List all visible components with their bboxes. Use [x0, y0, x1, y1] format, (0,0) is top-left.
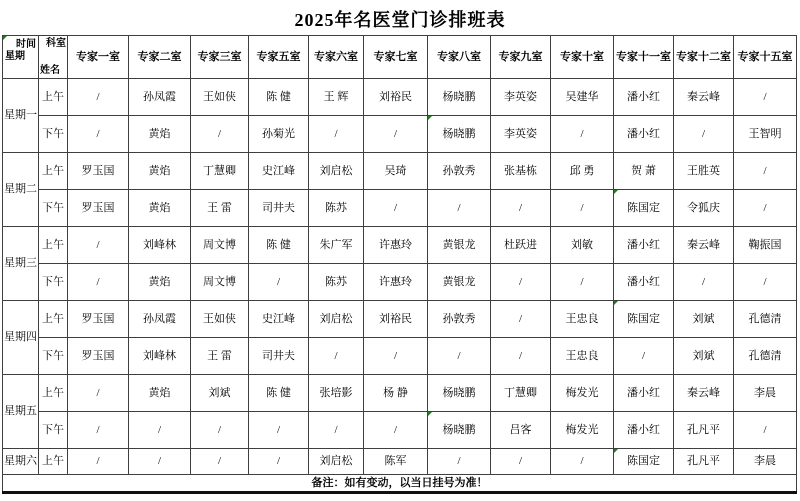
doctor-cell[interactable]: 孙敦秀 [428, 301, 491, 338]
day-label[interactable]: 星期五 [3, 375, 39, 449]
session-label[interactable]: 下午 [39, 116, 68, 153]
doctor-cell[interactable]: 司井夫 [249, 190, 309, 227]
doctor-cell[interactable]: 孙凤霞 [129, 301, 191, 338]
column-header-room-10[interactable]: 专家十一室 [614, 36, 674, 79]
doctor-cell[interactable]: 黄银龙 [428, 264, 491, 301]
corner-dept-label: 科室 [46, 38, 66, 49]
empty-slot-cell[interactable]: / [249, 264, 309, 301]
doctor-cell[interactable]: 周文博 [191, 264, 249, 301]
empty-slot-cell[interactable]: / [364, 190, 428, 227]
doctor-cell[interactable]: 吴琦 [364, 153, 428, 190]
empty-slot-cell[interactable]: / [551, 116, 614, 153]
doctor-cell[interactable]: 司井夫 [249, 338, 309, 375]
header-row [3, 36, 797, 79]
doctor-cell[interactable]: 杨晓鹏 [428, 79, 491, 116]
doctor-cell[interactable]: 许惠玲 [364, 264, 428, 301]
schedule-row [3, 153, 797, 190]
footer-row [3, 475, 797, 493]
doctor-cell[interactable]: 刘峰林 [129, 227, 191, 264]
doctor-cell[interactable]: 邱 勇 [551, 153, 614, 190]
doctor-cell[interactable]: 陈 健 [249, 79, 309, 116]
doctor-cell[interactable]: 史江峰 [249, 153, 309, 190]
doctor-cell[interactable]: 刘斌 [674, 338, 734, 375]
schedule-row [3, 338, 797, 375]
doctor-cell[interactable]: 孔凡平 [674, 449, 734, 475]
session-label[interactable]: 上午 [39, 153, 68, 190]
session-label[interactable]: 上午 [39, 79, 68, 116]
empty-slot-cell[interactable]: / [491, 301, 551, 338]
doctor-cell[interactable]: 孙敦秀 [428, 153, 491, 190]
doctor-cell[interactable]: 刘斌 [191, 375, 249, 412]
doctor-cell[interactable]: 杨晓鹏 [428, 116, 491, 153]
doctor-cell[interactable]: 杨晓鹏 [428, 375, 491, 412]
schedule-row [3, 449, 797, 475]
empty-slot-cell[interactable]: / [68, 412, 129, 449]
doctor-cell[interactable]: 王忠良 [551, 301, 614, 338]
doctor-cell[interactable]: 罗玉国 [68, 301, 129, 338]
doctor-cell[interactable]: 孙菊光 [249, 116, 309, 153]
empty-slot-cell[interactable]: / [191, 412, 249, 449]
table-header [3, 36, 797, 79]
session-label[interactable]: 下午 [39, 412, 68, 449]
empty-slot-cell[interactable]: / [734, 190, 797, 227]
day-label[interactable]: 星期三 [3, 227, 39, 301]
doctor-cell[interactable]: 陈军 [364, 449, 428, 475]
doctor-cell[interactable]: 丁慧卿 [191, 153, 249, 190]
column-header-room-11[interactable]: 专家十二室 [674, 36, 734, 79]
doctor-cell[interactable]: 陈国定 [614, 190, 674, 227]
doctor-cell[interactable]: 王 雷 [191, 338, 249, 375]
doctor-cell[interactable]: 潘小红 [614, 375, 674, 412]
doctor-cell[interactable]: 王忠良 [551, 338, 614, 375]
schedule-row [3, 301, 797, 338]
doctor-cell[interactable]: 令狐庆 [674, 190, 734, 227]
empty-slot-cell[interactable]: / [191, 116, 249, 153]
session-label[interactable]: 下午 [39, 190, 68, 227]
doctor-cell[interactable]: 杨 静 [364, 375, 428, 412]
table-body [3, 79, 797, 475]
empty-slot-cell[interactable]: / [68, 116, 129, 153]
session-label[interactable]: 上午 [39, 301, 68, 338]
empty-slot-cell[interactable]: / [129, 412, 191, 449]
column-header-room-7[interactable]: 专家八室 [428, 36, 491, 79]
day-label[interactable]: 星期四 [3, 301, 39, 375]
doctor-cell[interactable]: 王如侠 [191, 79, 249, 116]
page-title: 2025年名医堂门诊排班表 [294, 10, 506, 30]
doctor-cell[interactable]: 孔凡平 [674, 412, 734, 449]
doctor-cell[interactable]: 吕客 [491, 412, 551, 449]
empty-slot-cell[interactable]: / [551, 190, 614, 227]
corner-cell-time-weekday[interactable] [3, 36, 39, 79]
empty-slot-cell[interactable]: / [129, 449, 191, 475]
doctor-cell[interactable]: 陈苏 [309, 264, 364, 301]
doctor-cell[interactable]: 刘峰林 [129, 338, 191, 375]
empty-slot-cell[interactable]: / [491, 264, 551, 301]
schedule-row [3, 116, 797, 153]
corner-time-label: 时间 [16, 39, 36, 50]
doctor-cell[interactable]: 陈国定 [614, 301, 674, 338]
empty-slot-cell[interactable]: / [249, 449, 309, 475]
doctor-cell[interactable]: 潘小红 [614, 412, 674, 449]
doctor-cell[interactable]: 王如侠 [191, 301, 249, 338]
empty-slot-cell[interactable]: / [364, 338, 428, 375]
doctor-cell[interactable]: 陈 健 [249, 227, 309, 264]
empty-slot-cell[interactable]: / [674, 116, 734, 153]
doctor-cell[interactable]: 潘小红 [614, 264, 674, 301]
doctor-cell[interactable]: 黄焰 [129, 375, 191, 412]
doctor-cell[interactable]: 黄银龙 [428, 227, 491, 264]
empty-slot-cell[interactable]: / [734, 264, 797, 301]
doctor-cell[interactable]: 王胜英 [674, 153, 734, 190]
doctor-cell[interactable]: 陈苏 [309, 190, 364, 227]
doctor-cell[interactable]: 罗玉国 [68, 338, 129, 375]
doctor-cell[interactable]: 黄焰 [129, 190, 191, 227]
doctor-cell[interactable]: 张培影 [309, 375, 364, 412]
doctor-cell[interactable]: 孔德清 [734, 338, 797, 375]
doctor-cell[interactable]: 罗玉国 [68, 190, 129, 227]
empty-slot-cell[interactable]: / [491, 190, 551, 227]
column-header-room-2[interactable]: 专家二室 [129, 36, 191, 79]
empty-slot-cell[interactable]: / [309, 116, 364, 153]
schedule-row [3, 412, 797, 449]
doctor-cell[interactable]: 秦云峰 [674, 79, 734, 116]
empty-slot-cell[interactable]: / [68, 375, 129, 412]
day-label[interactable]: 星期二 [3, 153, 39, 227]
schedule-row [3, 264, 797, 301]
doctor-cell[interactable]: 史江峰 [249, 301, 309, 338]
empty-slot-cell[interactable]: / [249, 412, 309, 449]
doctor-cell[interactable]: 杜跃进 [491, 227, 551, 264]
empty-slot-cell[interactable]: / [309, 338, 364, 375]
column-header-room-12[interactable]: 专家十五室 [734, 36, 797, 79]
doctor-cell[interactable]: 秦云峰 [674, 375, 734, 412]
day-label[interactable]: 星期六 [3, 449, 39, 475]
doctor-cell[interactable]: 吴建华 [551, 79, 614, 116]
empty-slot-cell[interactable]: / [364, 412, 428, 449]
doctor-cell[interactable]: 陈 健 [249, 375, 309, 412]
doctor-cell[interactable]: 刘启松 [309, 449, 364, 475]
empty-slot-cell[interactable]: / [68, 449, 129, 475]
doctor-cell[interactable]: 刘斌 [674, 301, 734, 338]
column-header-room-9[interactable]: 专家十室 [551, 36, 614, 79]
doctor-cell[interactable]: 刘裕民 [364, 79, 428, 116]
empty-slot-cell[interactable]: / [68, 79, 129, 116]
column-header-room-3[interactable]: 专家三室 [191, 36, 249, 79]
empty-slot-cell[interactable]: / [68, 227, 129, 264]
session-label[interactable]: 上午 [39, 227, 68, 264]
empty-slot-cell[interactable]: / [309, 412, 364, 449]
corner-cell-dept-name[interactable] [39, 36, 68, 79]
doctor-cell[interactable]: 罗玉国 [68, 153, 129, 190]
schedule-row [3, 79, 797, 116]
doctor-cell[interactable]: 张基栋 [491, 153, 551, 190]
doctor-cell[interactable]: 黄焰 [129, 153, 191, 190]
doctor-cell[interactable]: 李英姿 [491, 79, 551, 116]
column-header-room-5[interactable]: 专家六室 [309, 36, 364, 79]
doctor-cell[interactable]: 刘启松 [309, 153, 364, 190]
empty-slot-cell[interactable]: / [551, 264, 614, 301]
session-label[interactable]: 上午 [39, 375, 68, 412]
doctor-cell[interactable]: 王 雷 [191, 190, 249, 227]
doctor-cell[interactable]: 许惠玲 [364, 227, 428, 264]
empty-slot-cell[interactable]: / [428, 449, 491, 475]
doctor-cell[interactable]: 黄焰 [129, 264, 191, 301]
doctor-cell[interactable]: 梅发光 [551, 375, 614, 412]
footer-note[interactable]: 备注：如有变动，以当日挂号为准！ [3, 475, 797, 493]
empty-slot-cell[interactable]: / [364, 116, 428, 153]
doctor-cell[interactable]: 秦云峰 [674, 227, 734, 264]
empty-slot-cell[interactable]: / [734, 79, 797, 116]
schedule-row [3, 227, 797, 264]
session-label[interactable]: 下午 [39, 338, 68, 375]
empty-slot-cell[interactable]: / [614, 338, 674, 375]
schedule-row [3, 375, 797, 412]
session-label[interactable]: 上午 [39, 449, 68, 475]
empty-slot-cell[interactable]: / [491, 449, 551, 475]
schedule-row [3, 190, 797, 227]
doctor-cell[interactable]: 贺 萧 [614, 153, 674, 190]
session-label[interactable]: 下午 [39, 264, 68, 301]
empty-slot-cell[interactable]: / [428, 338, 491, 375]
doctor-cell[interactable]: 王 辉 [309, 79, 364, 116]
table-footer [3, 475, 797, 493]
doctor-cell[interactable]: 孙凤霞 [129, 79, 191, 116]
empty-slot-cell[interactable]: / [734, 153, 797, 190]
empty-slot-cell[interactable]: / [551, 449, 614, 475]
doctor-cell[interactable]: 黄焰 [129, 116, 191, 153]
empty-slot-cell[interactable]: / [191, 449, 249, 475]
doctor-cell[interactable]: 梅发光 [551, 412, 614, 449]
empty-slot-cell[interactable]: / [428, 190, 491, 227]
doctor-cell[interactable]: 李英姿 [491, 116, 551, 153]
doctor-cell[interactable]: 潘小红 [614, 116, 674, 153]
doctor-cell[interactable]: 刘启松 [309, 301, 364, 338]
column-header-room-8[interactable]: 专家九室 [491, 36, 551, 79]
column-header-room-1[interactable]: 专家一室 [68, 36, 129, 79]
doctor-cell[interactable]: 王智明 [734, 116, 797, 153]
empty-slot-cell[interactable]: / [674, 264, 734, 301]
doctor-cell[interactable]: 周文博 [191, 227, 249, 264]
empty-slot-cell[interactable]: / [491, 338, 551, 375]
doctor-cell[interactable]: 杨晓鹏 [428, 412, 491, 449]
doctor-cell[interactable]: 孔德清 [734, 301, 797, 338]
corner-name-label: 姓名 [40, 65, 60, 76]
corner-weekday-label: 星期 [5, 51, 25, 62]
doctor-cell[interactable]: 陈国定 [614, 449, 674, 475]
empty-slot-cell[interactable]: / [734, 412, 797, 449]
doctor-cell[interactable]: 刘裕民 [364, 301, 428, 338]
empty-slot-cell[interactable]: / [68, 264, 129, 301]
column-header-room-4[interactable]: 专家五室 [249, 36, 309, 79]
day-label[interactable]: 星期一 [3, 79, 39, 153]
doctor-cell[interactable]: 朱广军 [309, 227, 364, 264]
doctor-cell[interactable]: 李晨 [734, 449, 797, 475]
doctor-cell[interactable]: 李晨 [734, 375, 797, 412]
doctor-cell[interactable]: 鞠振国 [734, 227, 797, 264]
schedule-table [2, 35, 797, 494]
doctor-cell[interactable]: 潘小红 [614, 79, 674, 116]
doctor-cell[interactable]: 丁慧卿 [491, 375, 551, 412]
column-header-room-6[interactable]: 专家七室 [364, 36, 428, 79]
doctor-cell[interactable]: 刘敏 [551, 227, 614, 264]
doctor-cell[interactable]: 潘小红 [614, 227, 674, 264]
